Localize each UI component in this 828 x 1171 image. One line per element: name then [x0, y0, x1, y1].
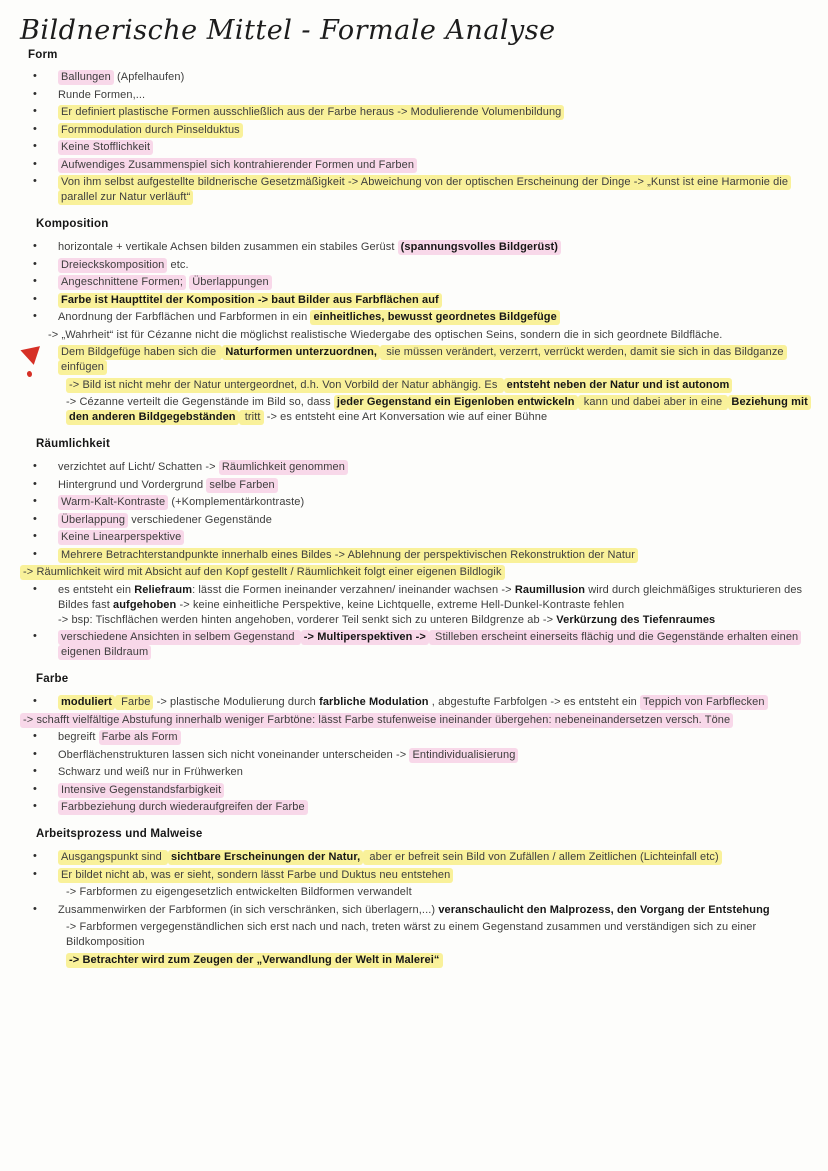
list-item [10, 395, 818, 425]
text-segment: Beziehung mit den anderen Bildgegebständen [66, 395, 811, 425]
text-segment: -> Farbformen vergegenständlichen sich erst nach und nach, treten wärst zu einem Gegenstand zusammen und verständigen sich zu einer Bildkomposition [66, 921, 757, 948]
list-item [10, 850, 818, 865]
text-segment: Teppich von Farbflecken [640, 695, 768, 710]
bullet-dot: • [33, 87, 37, 100]
text-segment: Schwarz und weiß nur in Frühwerken [58, 766, 243, 778]
text-segment: (spannungsvolles Bildgerüst) [398, 240, 561, 255]
page-title: Bildnerische Mittel - Formale Analyse [20, 15, 556, 46]
bullet-dot: • [33, 765, 37, 777]
section [10, 673, 818, 815]
text-segment: Überlappung [58, 513, 128, 528]
text-segment: -> Bild ist nicht mehr der Natur untergeordnet, d.h. Von Vorbild der Natur abhängig. Es [66, 378, 504, 393]
text-segment: aufgehoben [113, 598, 177, 611]
list-item [10, 293, 818, 308]
list-item [10, 765, 818, 780]
bullet-dot: • [33, 105, 37, 117]
text-segment: Hintergrund und Vordergrund [58, 478, 207, 491]
list-item [10, 565, 818, 580]
list-item [10, 158, 818, 173]
text-segment: Farbe ist Haupttitel der Komposition -> baut Bilder aus Farbflächen auf [58, 293, 442, 308]
exclamation-dot [26, 371, 32, 378]
section [10, 828, 818, 968]
text-segment: -> Multiperspektiven -> [301, 630, 429, 645]
text-segment: Verkürzung des Tiefenraumes [556, 613, 716, 626]
text-segment: Intensive Gegenstandsfarbigkeit [58, 783, 224, 798]
list-item [10, 310, 818, 325]
bullet-dot: • [33, 310, 37, 322]
text-segment: Farbe [115, 695, 153, 710]
bullet-dot: • [33, 292, 37, 305]
text-segment: entsteht neben der Natur und ist autonom [504, 378, 733, 393]
bullet-dot: • [33, 70, 37, 82]
text-segment: verschiedene Ansichten in selbem Gegenstand [58, 630, 301, 645]
text-segment: Anordnung der Farbflächen und Farbformen in ein [58, 311, 311, 323]
list-item [10, 583, 818, 628]
text-segment: kann und dabei aber in eine [578, 395, 729, 410]
section-heading: Räumlichkeit [36, 438, 110, 450]
list-item [10, 88, 818, 103]
text-segment: Ballungen [58, 70, 114, 85]
list-item [10, 495, 818, 510]
list-item [10, 105, 818, 120]
text-segment: Dem Bildgefüge haben sich die [58, 345, 222, 360]
text-segment: Dreieckskomposition [58, 258, 167, 273]
text-segment: (+Komplementärkontraste) [168, 496, 305, 508]
text-segment: verzichtet auf Licht/ Schatten -> [58, 461, 219, 473]
text-segment: : lässt die Formen ineinander verzahnen/ ineinander wachsen -> [192, 583, 515, 596]
list-item [10, 730, 818, 745]
text-segment: Keine Stofflichkeit [58, 140, 153, 155]
text-segment: Er definiert plastische Formen ausschließlich aus der Farbe heraus -> Modulierende Volumenbildung [58, 105, 564, 120]
bullet-dot: • [33, 782, 37, 795]
list-item [10, 800, 818, 815]
list-item [10, 953, 818, 968]
text-segment: -> es entsteht eine Art Konversation wie auf einer Bühne [263, 411, 548, 423]
text-segment: -> Betrachter wird zum Zeugen der „Verwandlung der Welt in Malerei“ [66, 953, 443, 968]
text-segment: moduliert [58, 695, 115, 710]
text-segment: veranschaulicht den Malprozess, den Vorgang der Entstehung [438, 903, 770, 916]
text-segment: Überlappungen [189, 275, 272, 290]
bullet-dot: • [33, 257, 37, 270]
text-segment: Angeschnittene Formen; [58, 275, 186, 290]
text-segment: einheitliches, bewusst geordnetes Bildgefüge [310, 310, 559, 325]
section [10, 218, 818, 425]
list-item [10, 275, 818, 290]
bullet-dot: • [33, 157, 37, 170]
bullet-dot: • [33, 240, 37, 252]
list-item [10, 378, 818, 393]
bullet-dot: • [33, 495, 37, 507]
bullet-dot: • [33, 275, 37, 287]
text-segment: sichtbare Erscheinungen der Natur, [168, 850, 363, 865]
text-segment: Räumlichkeit genommen [219, 460, 348, 475]
text-segment: Mehrere Betrachterstandpunkte innerhalb eines Bildes -> Ablehnung der perspektivischen Rekonstruktion der Natur [58, 548, 638, 563]
text-segment: Farbbeziehung durch wiederaufgreifen der Farbe [58, 800, 308, 815]
text-segment: -> plastische Modulierung durch [153, 696, 320, 708]
bullet-dot: • [33, 530, 37, 542]
text-segment: , abgestufte Farbfolgen -> es entsteht ein [428, 696, 641, 708]
bullet-dot: • [33, 140, 37, 152]
sections [10, 49, 818, 968]
list-item [10, 868, 818, 883]
text-segment: selbe Farben [206, 478, 277, 493]
text-segment: Entindividualisierung [409, 748, 518, 763]
bullet-dot: • [33, 867, 37, 880]
section-heading: Farbe [36, 673, 69, 685]
text-segment: Oberflächenstrukturen lassen sich nicht voneinander unterscheiden -> [58, 748, 410, 761]
list-item [10, 530, 818, 545]
text-segment: begreift [58, 731, 99, 743]
list-item [10, 920, 818, 950]
text-segment: farbliche Modulation [319, 696, 429, 708]
text-segment: Reliefraum [134, 583, 193, 596]
list-item [10, 903, 818, 918]
text-segment: Stilleben erscheint einerseits flächig und die Gegenstände erhalten einen eigenen Bildraum [58, 630, 801, 660]
text-segment: verschiedener Gegenstände [128, 513, 272, 526]
bullet-dot: • [33, 582, 37, 595]
list-item [10, 175, 818, 205]
text-segment: -> „Wahrheit“ ist für Cézanne nicht die möglichst realistische Wiedergabe des optischen Seins, sondern die in sich geordnete Bildfläche. [48, 328, 723, 341]
text-segment: (Apfelhaufen) [113, 71, 185, 83]
text-segment: -> keine einheitliche Perspektive, keine Lichtquelle, extreme Hell-Dunkel-Kontraste fehlen [176, 598, 625, 611]
list-item [10, 748, 818, 763]
text-segment: aber er befreit sein Bild von Zufällen / allem Zeitlichen (Lichteinfall etc) [363, 850, 722, 865]
bullet-dot: • [33, 747, 37, 760]
text-segment: -> Cézanne verteilt die Gegenstände im Bild so, dass [66, 396, 334, 408]
text-segment: Farbe als Form [99, 730, 181, 745]
text-segment: Warm-Kalt-Kontraste [58, 495, 168, 510]
list-item [10, 548, 818, 563]
bullet-dot: • [33, 730, 37, 742]
bullet-dot: • [33, 512, 37, 525]
text-segment: Formmodulation durch Pinselduktus [58, 123, 243, 138]
section-heading: Form [28, 49, 58, 61]
section [10, 49, 818, 205]
text-segment: jeder Gegenstand ein Eigenloben entwickeln [334, 395, 578, 410]
section-heading: Arbeitsprozess und Malweise [36, 828, 203, 840]
bullet-dot: • [33, 695, 37, 707]
text-segment: es entsteht ein [58, 583, 135, 596]
text-segment: Zusammenwirken der Farbformen (in sich verschränken, sich überlagern,...) [58, 903, 439, 916]
list-item [10, 630, 818, 660]
text-segment: -> schafft vielfältige Abstufung innerhalb weniger Farbtöne: lässt Farbe stufenweise ineinander übergehen: nebeneinandersetzen versch. Töne [20, 713, 733, 728]
list-item [10, 123, 818, 138]
bullet-dot: • [33, 460, 37, 472]
text-segment: Von ihm selbst aufgestellte bildnerische Gesetzmäßigkeit -> Abweichung von der optischen Erscheinung der Dinge -> „Kunst ist eine Harmonie die parallel zur Natur verläuft“ [58, 175, 791, 205]
text-segment: Naturformen unterzuordnen, [222, 345, 380, 360]
text-segment: -> bsp: Tischflächen werden hinten angehoben, vorderer Teil senkt sich zu unteren Bildgrenze ab -> [58, 613, 557, 626]
list-item [10, 140, 818, 155]
list-item [10, 345, 818, 375]
bullet-dot: • [33, 477, 37, 490]
text-segment: Ausgangspunkt sind [58, 850, 168, 865]
bullet-dot: • [33, 850, 37, 862]
bullet-dot: • [33, 902, 37, 915]
list-item [10, 513, 818, 528]
list-item [10, 885, 818, 900]
list-item [10, 70, 818, 85]
bullet-dot: • [33, 122, 37, 135]
text-segment: -> Farbformen zu eigengesetzlich entwickelten Bildformen verwandelt [66, 886, 412, 898]
list-item [10, 328, 818, 343]
bullet-dot: • [33, 175, 37, 187]
list-item [10, 478, 818, 493]
text-segment: tritt [239, 410, 264, 425]
text-segment: Er bildet nicht ab, was er sieht, sondern lässt Farbe und Duktus neu entstehen [58, 868, 453, 883]
text-segment: Keine Linearperspektive [58, 530, 184, 545]
text-segment: sie müssen verändert, verzerrt, verrückt werden, damit sie sich in das Bildganze einfügen [58, 345, 787, 375]
bullet-dot: • [33, 547, 37, 560]
text-segment: Aufwendiges Zusammenspiel sich kontrahierender Formen und Farben [58, 158, 417, 173]
section [10, 438, 818, 660]
text-segment: etc. [167, 258, 189, 271]
text-segment: Runde Formen,... [58, 88, 146, 101]
section-heading: Komposition [36, 218, 109, 230]
text-segment: horizontale + vertikale Achsen bilden zusammen ein stabiles Gerüst [58, 241, 398, 253]
list-item [10, 783, 818, 798]
list-item [10, 460, 818, 475]
text-segment: -> Räumlichkeit wird mit Absicht auf den Kopf gestellt / Räumlichkeit folgt einer eigenen Bildlogik [20, 565, 505, 580]
exclamation-triangle [20, 346, 43, 367]
list-item [10, 240, 818, 255]
bullet-dot: • [33, 630, 37, 642]
list-item [10, 713, 818, 728]
bullet-dot: • [33, 800, 37, 812]
list-item [10, 695, 818, 710]
list-item [10, 258, 818, 273]
text-segment: Raumillusion [514, 583, 586, 596]
text-segment: wird durch gleichmäßiges strukturieren des Bildes fast [58, 583, 803, 611]
